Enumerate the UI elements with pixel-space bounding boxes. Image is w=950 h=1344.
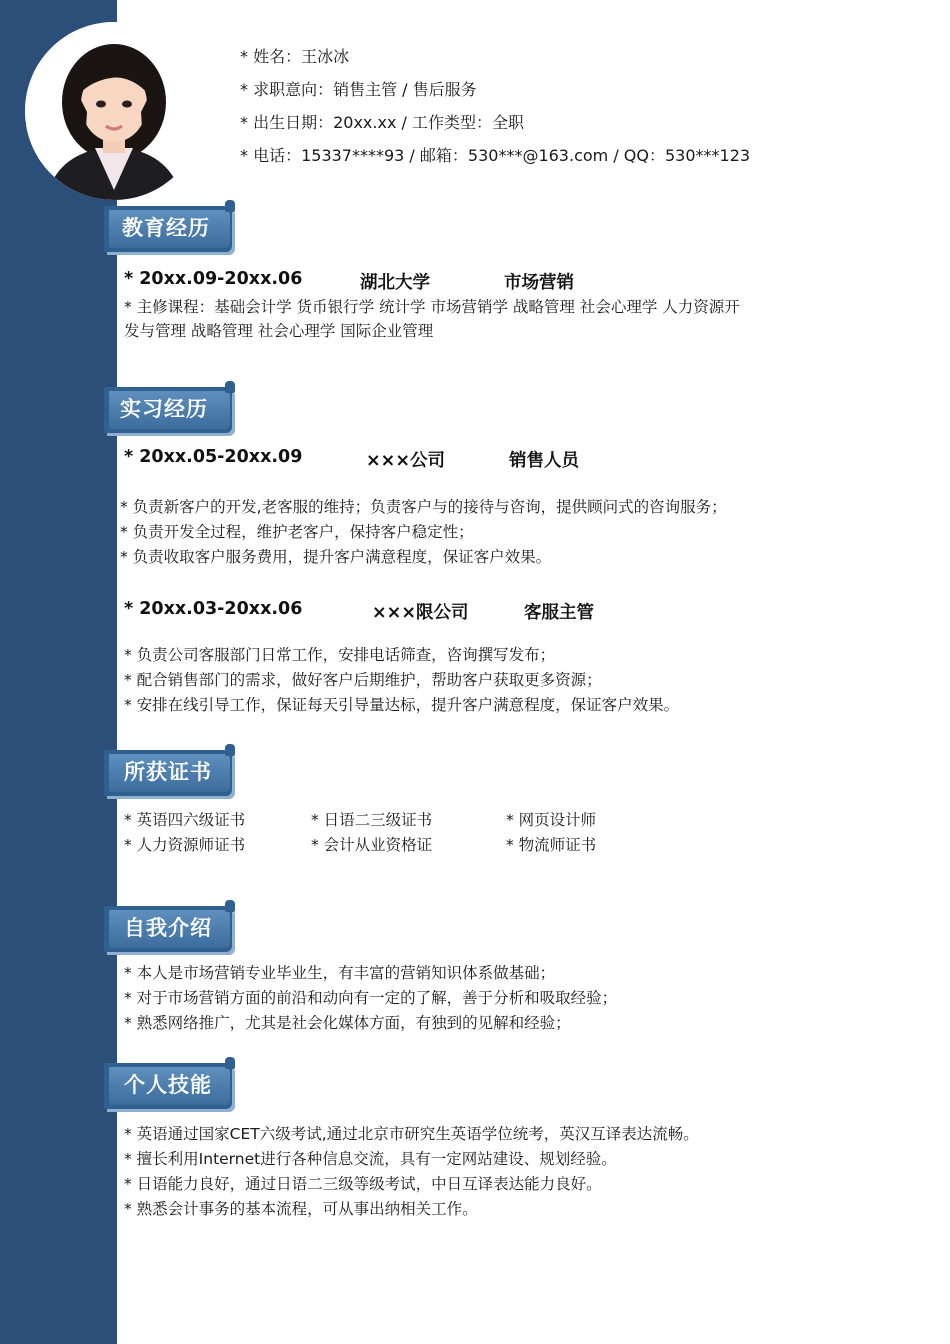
certificate-item: * 英语四六级证书: [124, 811, 246, 829]
section-title: 个人技能: [124, 1073, 212, 1097]
section-header-internship: [104, 387, 237, 437]
education-courses-line-1: * 主修课程：基础会计学 货币银行学 统计学 市场营销学 战略管理 社会心理学 人力资源开: [124, 298, 740, 316]
job-period: * 20xx.05-20xx.09: [124, 447, 303, 467]
avatar: [25, 22, 203, 200]
job-duty: * 负责新客户的开发,老客服的维持；负责客户与的接待与咨询，提供顾问式的咨询服务；: [120, 498, 727, 516]
certificate-item: * 日语二三级证书: [311, 811, 433, 829]
birth-line: * 出生日期：20xx.xx / 工作类型：全职: [240, 113, 524, 132]
section-title: 教育经历: [122, 216, 210, 240]
certificate-item: * 会计从业资格证: [311, 836, 433, 854]
certificate-item: * 人力资源师证书: [124, 836, 246, 854]
intro-line: * 本人是市场营销专业毕业生，有丰富的营销知识体系做基础；: [124, 964, 556, 982]
contact-line: * 电话：15337****93 / 邮箱：530***@163.com / QQ：530***123: [240, 146, 751, 165]
sidebar-bar: [0, 0, 117, 1344]
profile-info: [240, 40, 750, 172]
education-entry-head: [124, 269, 724, 293]
intro-line: * 熟悉网络推广，尤其是社会化媒体方面，有独到的见解和经验；: [124, 1014, 571, 1032]
job-company: ×××公司: [366, 451, 445, 471]
section-header-self-intro: [104, 906, 237, 956]
section-header-certificates: [104, 750, 237, 800]
job-role: 销售人员: [509, 451, 579, 471]
internship-entry-head: [124, 599, 724, 623]
section-title: 实习经历: [120, 397, 208, 421]
intro-line: * 对于市场营销方面的前沿和动向有一定的了解，善于分析和吸取经验；: [124, 989, 618, 1007]
job-role: 客服主管: [524, 603, 594, 623]
education-major: 市场营销: [504, 273, 574, 293]
job-duty: * 负责收取客户服务费用，提升客户满意程度，保证客户效果。: [120, 548, 552, 566]
job-duty: * 负责公司客服部门日常工作，安排电话筛查，咨询撰写发布；: [124, 646, 556, 664]
objective-line: * 求职意向：销售主管 / 售后服务: [240, 80, 477, 99]
skill-line: * 日语能力良好，通过日语二三级等级考试，中日互译表达能力良好。: [124, 1175, 602, 1193]
skill-line: * 擅长利用Internet进行各种信息交流，具有一定网站建设、规划经验。: [124, 1150, 617, 1168]
internship-entry-head: [124, 447, 724, 471]
name-line: * 姓名：王冰冰: [240, 47, 350, 66]
education-school: 湖北大学: [360, 273, 430, 293]
skill-line: * 英语通过国家CET六级考试,通过北京市研究生英语学位统考，英汉互译表达流畅。: [124, 1125, 699, 1143]
education-period: * 20xx.09-20xx.06: [124, 269, 303, 289]
section-title: 自我介绍: [124, 916, 212, 940]
education-courses-line-2: 发与管理 战略管理 社会心理学 国际企业管理: [124, 322, 434, 340]
section-header-skills: [104, 1063, 237, 1113]
section-header-education: [104, 206, 237, 256]
job-company: ×××限公司: [372, 603, 469, 623]
job-duty: * 负责开发全过程，维护老客户，保持客户稳定性；: [120, 523, 474, 541]
skill-line: * 熟悉会计事务的基本流程，可从事出纳相关工作。: [124, 1200, 478, 1218]
job-duty: * 安排在线引导工作，保证每天引导量达标，提升客户满意程度，保证客户效果。: [124, 696, 680, 714]
certificate-item: * 物流师证书: [506, 836, 597, 854]
certificate-item: * 网页设计师: [506, 811, 597, 829]
section-title: 所获证书: [124, 760, 212, 784]
portrait-photo: [25, 22, 203, 200]
job-duty: * 配合销售部门的需求，做好客户后期维护，帮助客户获取更多资源；: [124, 671, 602, 689]
job-period: * 20xx.03-20xx.06: [124, 599, 303, 619]
